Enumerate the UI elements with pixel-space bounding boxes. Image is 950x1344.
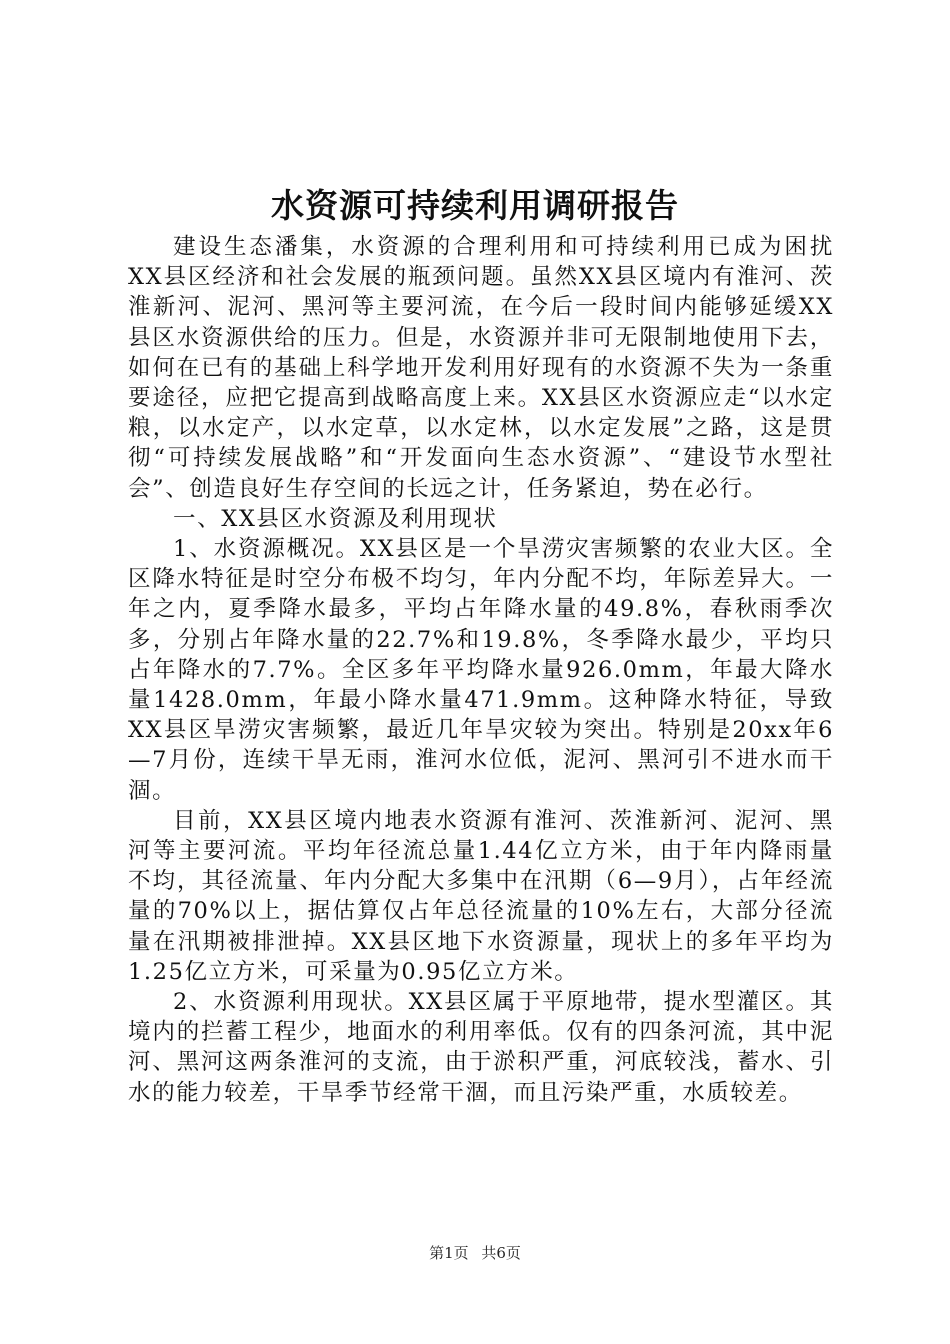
page-total: 共6页 <box>481 1244 521 1262</box>
page-number: 第1页 <box>429 1244 469 1262</box>
paragraph-water-usage: 2、水资源利用现状。XX县区属于平原地带，提水型灌区。其境内的拦蓄工程少，地面水的利用率低。仅有的四条河流，其中泥河、黑河这两条淮河的支流，由于淤积严重，河底较浅，蓄水、引水的能力较差，干旱季节经常干涸，而且污染严重，水质较差。 <box>128 989 834 1106</box>
paragraph-intro: 建设生态潘集，水资源的合理利用和可持续利用已成为困扰XX县区经济和社会发展的瓶颈问题。虽然XX县区境内有淮河、茨淮新河、泥河、黑河等主要河流，在今后一段时间内能够延缓XX县区水资源供给的压力。但是，水资源并非可无限制地使用下去，如何在已有的基础上科学地开发利用好现有的水资源不失为一条重要途径，应把它提高到战略高度上来。XX县区水资源应走“以水定粮，以水定产，以水定草，以水定林，以水定发展”之路，这是贯彻“可持续发展战略”和“开发面向生态水资源”、“建设节水型社会”、创造良好生存空间的长远之计，任务紧迫，势在必行。 <box>128 234 834 502</box>
document-body <box>128 232 834 1108</box>
section-heading-1: 一、XX县区水资源及利用现状 <box>173 505 498 532</box>
page-footer <box>0 1243 950 1263</box>
paragraph-surface-water: 目前，XX县区境内地表水资源有淮河、茨淮新河、泥河、黑河等主要河流。平均年径流总量1.44亿立方米，由于年内降雨量不均，其径流量、年内分配大多集中在汛期（6—9月），占年经流量的70%以上，据估算仅占年总径流量的10%左右，大部分径流量在汛期被排泄掉。XX县区地下水资源量，现状上的多年平均为1.25亿立方米，可采量为0.95亿立方米。 <box>128 807 834 985</box>
paragraph-water-overview: 1、水资源概况。XX县区是一个旱涝灾害频繁的农业大区。全区降水特征是时空分布极不均匀，年内分配不均，年际差异大。一年之内，夏季降水最多，平均占年降水量的49.8%，春秋雨季次多，分别占年降水量的22.7%和19.8%，冬季降水最少，平均只占年降水的7.7%。全区多年平均降水量926.0mm，年最大降水量1428.0mm，年最小降水量471.9mm。这种降水特征，导致XX县区旱涝灾害频繁，最近几年旱灾较为突出。特别是20xx年6—7月份，连续干旱无雨，淮河水位低，泥河、黑河引不进水而干涸。 <box>128 536 834 804</box>
document-title: 水资源可持续利用调研报告 <box>271 186 679 225</box>
